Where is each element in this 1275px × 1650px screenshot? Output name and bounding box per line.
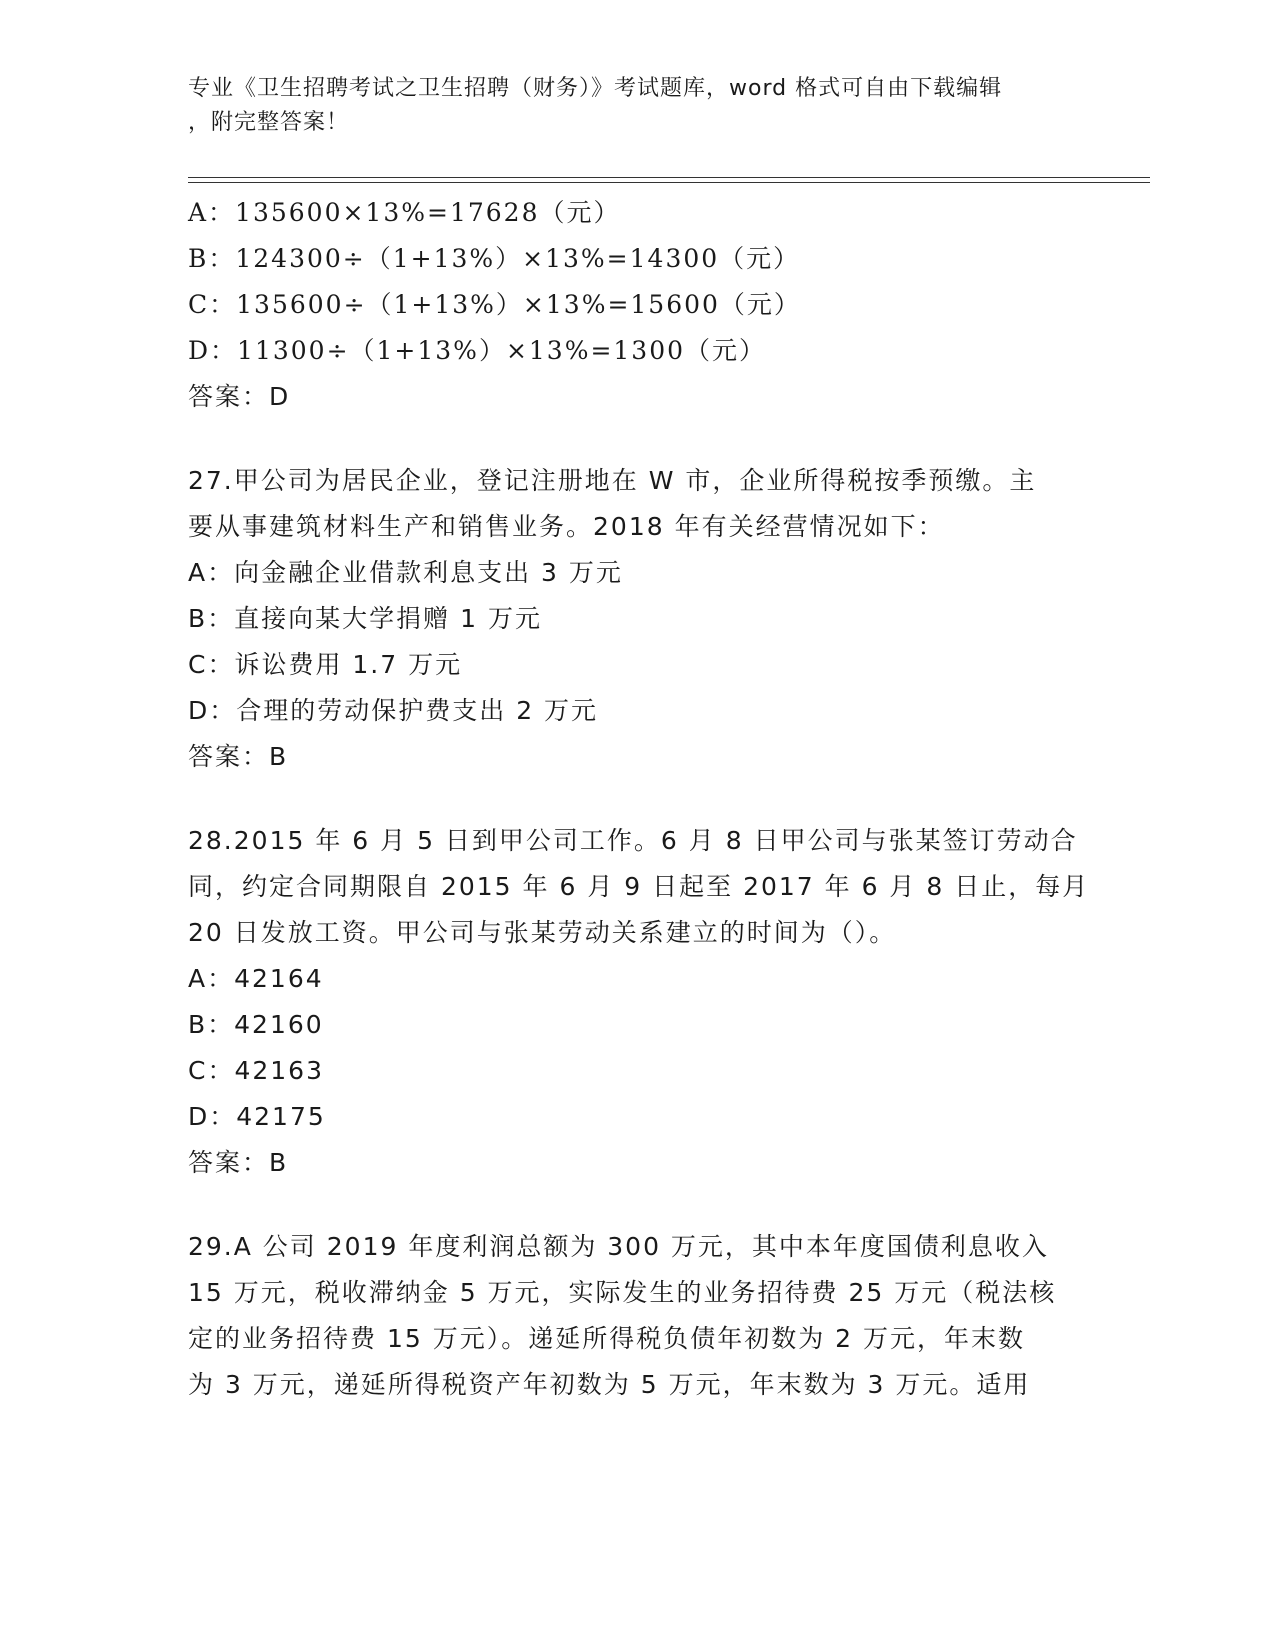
header-rule-top bbox=[188, 177, 1150, 178]
q26-option-b: B：124300÷（1+13%）×13%=14300（元） bbox=[188, 244, 801, 273]
q29-stem-line-1: 29.A 公司 2019 年度利润总额为 300 万元，其中本年度国债利息收入 bbox=[188, 1232, 1049, 1261]
q28-option-d: D：42175 bbox=[188, 1102, 326, 1131]
q28-answer: 答案：B bbox=[188, 1148, 289, 1177]
q27-answer: 答案：B bbox=[188, 742, 289, 771]
q26-option-a: A：135600×13%=17628（元） bbox=[188, 198, 621, 227]
q27-stem-line-1: 27.甲公司为居民企业，登记注册地在 W 市，企业所得税按季预缴。主 bbox=[188, 466, 1037, 495]
q27-option-c: C：诉讼费用 1.7 万元 bbox=[188, 650, 463, 679]
spacer bbox=[188, 1186, 1088, 1224]
q28-option-a: A：42164 bbox=[188, 964, 324, 993]
q27-option-a: A：向金融企业借款利息支出 3 万元 bbox=[188, 558, 623, 587]
q28-option-c: C：42163 bbox=[188, 1056, 324, 1085]
q28-stem-line-3: 20 日发放工资。甲公司与张某劳动关系建立的时间为（）。 bbox=[188, 918, 897, 947]
header-line-1: 专业《卫生招聘考试之卫生招聘（财务）》考试题库，word 格式可自由下载编辑 bbox=[188, 76, 1003, 101]
q28-stem-line-2: 同，约定合同期限自 2015 年 6 月 9 日起至 2017 年 6 月 8 日止，每月 bbox=[188, 872, 1090, 901]
question-content bbox=[188, 190, 1088, 1408]
q26-option-c: C：135600÷（1+13%）×13%=15600（元） bbox=[188, 290, 801, 319]
q29-stem-line-4: 为 3 万元，递延所得税资产年初数为 5 万元，年末数为 3 万元。适用 bbox=[188, 1370, 1031, 1399]
q28-stem-line-1: 28.2015 年 6 月 5 日到甲公司工作。6 月 8 日甲公司与张某签订劳动合 bbox=[188, 826, 1078, 855]
q26-answer: 答案：D bbox=[188, 382, 291, 411]
q28-option-b: B：42160 bbox=[188, 1010, 324, 1039]
q26-option-d: D：11300÷（1+13%）×13%=1300（元） bbox=[188, 336, 767, 365]
spacer bbox=[188, 420, 1088, 458]
document-header bbox=[188, 72, 1068, 140]
spacer bbox=[188, 780, 1088, 818]
q27-option-d: D：合理的劳动保护费支出 2 万元 bbox=[188, 696, 599, 725]
q29-stem-line-2: 15 万元，税收滞纳金 5 万元，实际发生的业务招待费 25 万元（税法核 bbox=[188, 1278, 1057, 1307]
q29-stem-line-3: 定的业务招待费 15 万元）。递延所得税负债年初数为 2 万元，年末数 bbox=[188, 1324, 1026, 1353]
header-line-2: ，附完整答案！ bbox=[188, 110, 350, 135]
q27-stem-line-2: 要从事建筑材料生产和销售业务。2018 年有关经营情况如下： bbox=[188, 512, 945, 541]
header-rule-bottom bbox=[188, 182, 1150, 183]
q27-option-b: B：直接向某大学捐赠 1 万元 bbox=[188, 604, 542, 633]
